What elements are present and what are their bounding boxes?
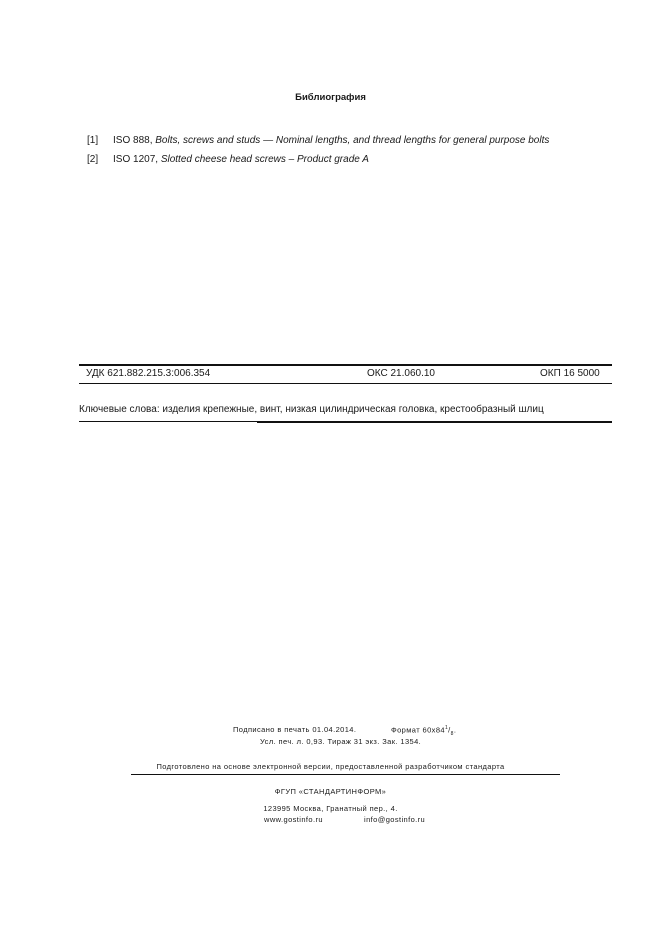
paper-format: Формат $60x84^1/_8$. <box>391 725 457 737</box>
format-denominator: 8 <box>450 731 454 737</box>
publisher-website[interactable]: www.gostinfo.ru <box>264 815 323 824</box>
ref-number: [1] <box>87 135 99 146</box>
bibliography-title: Библиография <box>295 92 366 103</box>
keywords-rule-thick <box>257 421 612 423</box>
ref-title: Bolts, screws and studs — Nominal lengths, and thread lengths for general purpose bolts <box>155 135 550 146</box>
publisher-address: 123995 Москва, Гранатный пер., 4. <box>263 804 398 813</box>
format-label: Формат 60x84 <box>391 725 445 735</box>
keywords: Ключевые слова: изделия крепежные, винт, низкая цилиндрическая головка, крестообразный шлиц <box>79 404 544 415</box>
publisher: ФГУП «СТАНДАРТИНФОРМ» <box>274 787 387 796</box>
ref-code: ISO 1207, <box>113 154 159 165</box>
bibliography-ref-2 <box>87 154 369 165</box>
bibliography-ref-1 <box>87 135 549 146</box>
ref-code: ISO 888, <box>113 135 153 146</box>
okp-code: ОКП 16 5000 <box>540 368 600 379</box>
publisher-email[interactable]: info@gostinfo.ru <box>364 815 426 824</box>
ref-title: Slotted cheese head screws – Product grade A <box>160 154 369 165</box>
prepared-note: Подготовлено на основе электронной версии, предоставленной разработчиком стандарта <box>156 762 505 771</box>
imprint-rule <box>131 774 560 775</box>
classification-top-rule <box>79 364 612 366</box>
keywords-rule-thin <box>79 421 257 422</box>
classification-bottom-rule <box>79 383 612 384</box>
ref-number: [2] <box>87 154 99 165</box>
format-numerator: 1 <box>444 725 449 731</box>
udk-code: УДК 621.882.215.3:006.354 <box>86 368 211 379</box>
oks-code: ОКС 21.060.10 <box>367 368 435 379</box>
print-details: Усл. печ. л. 0,93. Тираж 31 экз. Зак. 1354. <box>260 737 422 746</box>
signed-date: Подписано в печать 01.04.2014. <box>233 725 357 734</box>
